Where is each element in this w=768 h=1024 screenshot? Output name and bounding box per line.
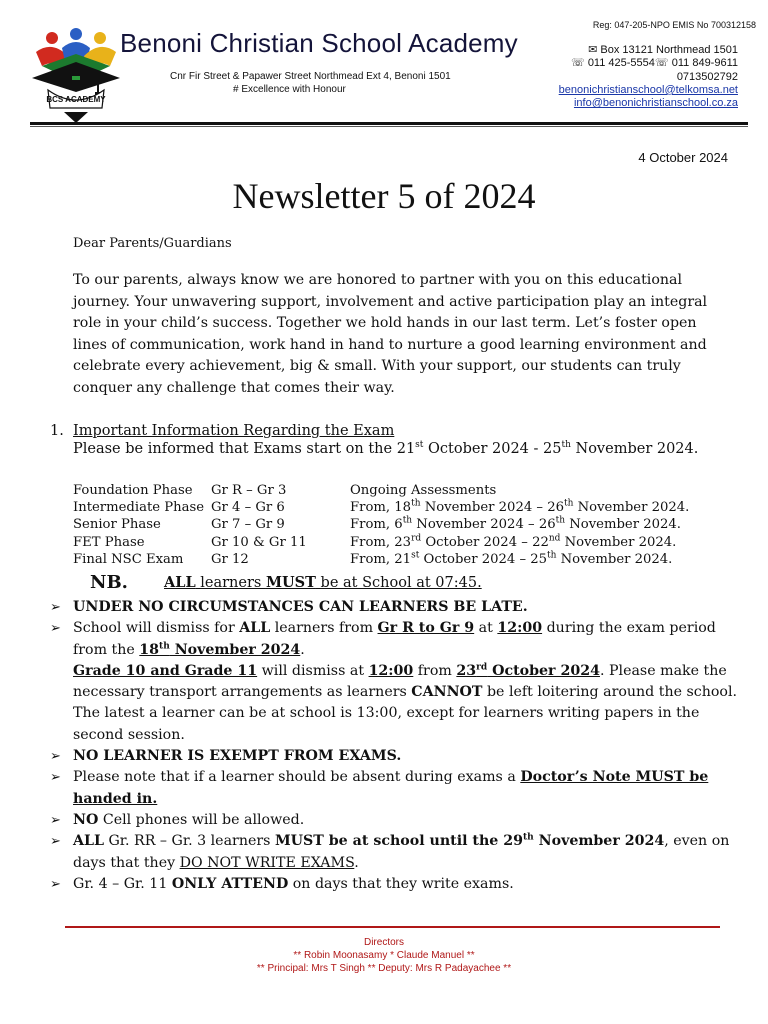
table-row bbox=[73, 482, 700, 499]
arrow-bullet-icon: ➢ bbox=[50, 876, 61, 892]
phase-grades: Gr 10 & Gr 11 bbox=[211, 534, 307, 550]
school-address bbox=[170, 70, 451, 96]
arrow-bullet-icon: ➢ bbox=[50, 834, 61, 850]
nb-text: ALL learners MUST be at School at 07:45. bbox=[164, 574, 482, 591]
phone-1: 011 425-5554 bbox=[587, 57, 655, 70]
list-item: ➢ ALL Gr. RR – Gr. 3 learners MUST be at school until the 29th November 2024, even on days that they DO NOT WRITE EXAMS. bbox=[50, 832, 730, 871]
contact-block bbox=[559, 44, 738, 110]
postal-box: Box 13121 Northmead 1501 bbox=[600, 44, 738, 56]
school-name: Benoni Christian School Academy bbox=[120, 28, 518, 58]
phase-name: Intermediate Phase bbox=[73, 500, 205, 516]
motto: # Excellence with Honour bbox=[233, 84, 346, 95]
arrow-bullet-icon: ➢ bbox=[50, 812, 61, 828]
phase-name: Final NSC Exam bbox=[73, 551, 184, 567]
phase-name: FET Phase bbox=[73, 534, 145, 550]
arrow-bullet-icon: ➢ bbox=[50, 749, 61, 765]
table-row bbox=[73, 516, 700, 533]
phone-2: 011 849-9611 bbox=[671, 57, 738, 70]
exam-schedule-table bbox=[73, 482, 700, 568]
directors-line: ** Robin Moonasamy * Claude Manuel ** bbox=[293, 950, 475, 961]
email-link-1[interactable]: benonichristianschool@telkomsa.net bbox=[558, 83, 738, 96]
envelope-icon: ✉ bbox=[588, 44, 598, 56]
arrow-bullet-icon: ➢ bbox=[50, 621, 61, 637]
phase-name: Foundation Phase bbox=[73, 483, 193, 498]
list-item: ➢ School will dismiss for ALL learners from Gr R to Gr 9 at 12:00 during the exam period from the 18th November 2024. Grade 10 and Grade 11 will dismiss at 12:00 from 23rd October 2024. Please make the necessary transport arrangements as learners CANNOT be left loitering around the school. The latest a learner can be at school is 13:00, except for learners writing papers in the second session. bbox=[50, 620, 737, 743]
arrow-bullet-icon: ➢ bbox=[50, 770, 61, 786]
nb-label: NB. bbox=[90, 572, 128, 593]
header-divider bbox=[30, 122, 748, 125]
newsletter-date: 4 October 2024 bbox=[638, 150, 728, 165]
phase-dates: From, 18th November 2024 – 26th November 2024. bbox=[350, 498, 690, 516]
phase-grades: Gr 12 bbox=[211, 551, 249, 567]
registration-number: Reg: 047-205-NPO EMIS No 700312158 bbox=[592, 20, 756, 30]
rules-list bbox=[50, 597, 750, 895]
table-row bbox=[73, 534, 700, 551]
table-row bbox=[73, 551, 700, 568]
mobile-number: 0713502792 bbox=[676, 70, 738, 83]
phase-dates: From, 23rd October 2024 – 22nd November 2024. bbox=[350, 533, 677, 550]
header-divider-thin bbox=[30, 126, 748, 127]
phase-grades: Gr 7 – Gr 9 bbox=[211, 517, 285, 533]
section-number: 1. bbox=[50, 423, 64, 439]
section-heading: Important Information Regarding the Exam bbox=[73, 423, 395, 439]
school-logo bbox=[28, 26, 124, 126]
phase-dates: From, 6th November 2024 – 26th November 2024. bbox=[350, 516, 681, 533]
intro-paragraph: To our parents, always know we are honored to partner with you on this educational journey. Your unwavering support, involvement and active participation play an integral role in your child’s success. Together we hold hands in our last term. Let’s foster open lines of communication, work hand in hand to nurture a good learning environment and celebrate every achievement, big & small. With your support, our students can truly conquer any challenge that comes their way. bbox=[73, 272, 708, 396]
footer bbox=[0, 936, 768, 975]
phase-grades: Gr R – Gr 3 bbox=[211, 483, 287, 498]
email-link-2[interactable]: info@benonichristianschool.co.za bbox=[573, 97, 738, 110]
phone-icon: ☏ bbox=[654, 57, 669, 70]
list-item: ➢ NO LEARNER IS EXEMPT FROM EXAMS. bbox=[50, 746, 750, 767]
list-item: ➢ UNDER NO CIRCUMSTANCES CAN LEARNERS BE LATE. bbox=[50, 597, 750, 618]
logo-text: BCS ACADEMY bbox=[46, 95, 106, 104]
exam-dates-line: Please be informed that Exams start on the 21st October 2024 - 25th November 2024. bbox=[73, 440, 699, 457]
principal-line: ** Principal: Mrs T Singh ** Deputy: Mrs R Padayachee ** bbox=[256, 963, 512, 974]
list-item: ➢ Gr. 4 – Gr. 11 ONLY ATTEND on days that they write exams. bbox=[50, 874, 750, 895]
phase-dates: From, 21st October 2024 – 25th November 2024. bbox=[350, 550, 673, 567]
list-item: ➢ Please note that if a learner should be absent during exams a Doctor’s Note MUST be handed in. bbox=[50, 769, 709, 807]
table-row bbox=[73, 499, 700, 516]
phone-icon: ☏ bbox=[570, 57, 585, 70]
greeting: Dear Parents/Guardians bbox=[73, 236, 232, 251]
phase-dates: Ongoing Assessments bbox=[350, 483, 497, 498]
address-line: Cnr Fir Street & Papawer Street Northmead Ext 4, Benoni 1501 bbox=[170, 71, 451, 82]
list-item: ➢ NO Cell phones will be allowed. bbox=[50, 810, 750, 831]
arrow-bullet-icon: ➢ bbox=[50, 600, 61, 615]
phase-name: Senior Phase bbox=[73, 517, 161, 533]
footer-divider bbox=[65, 926, 720, 928]
newsletter-title: Newsletter 5 of 2024 bbox=[232, 176, 536, 216]
phase-grades: Gr 4 – Gr 6 bbox=[211, 500, 285, 516]
footer-heading: Directors bbox=[363, 937, 404, 948]
